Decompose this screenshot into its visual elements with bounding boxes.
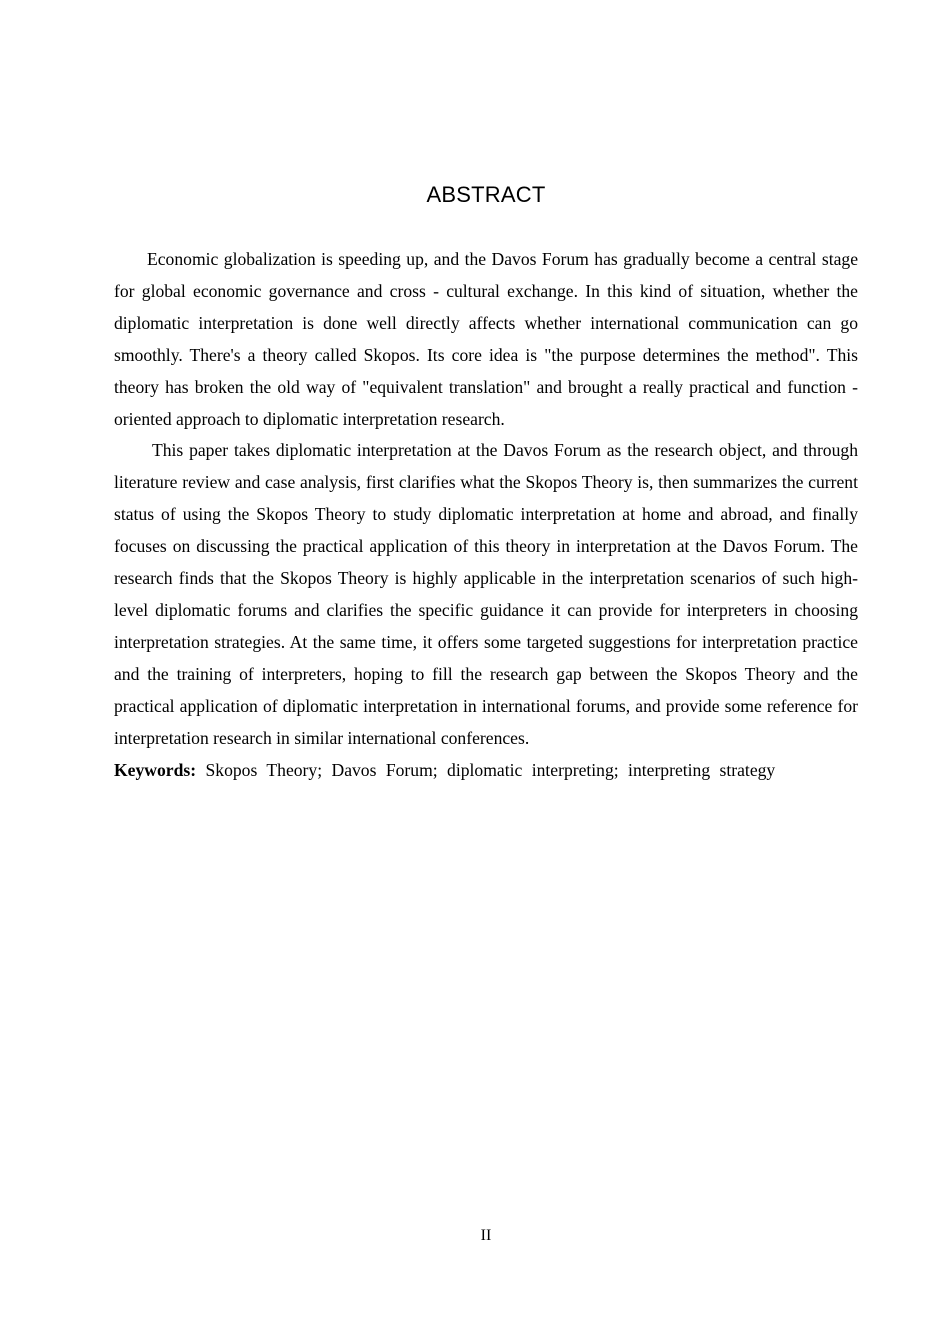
abstract-title: ABSTRACT (426, 182, 546, 207)
abstract-paragraph-1: Economic globalization is speeding up, and the Davos Forum has gradually become a central stage for global economic governance and cross - cultural exchange. In this kind of situation, whether the diplomatic interpretation is done well directly affects whether international communication can go smoothly. There's a theory called Skopos. Its core idea is "the purpose determines the method". This theory has broken the old way of "equivalent translation" and brought a really practical and function - oriented approach to diplomatic interpretation research. (114, 249, 858, 429)
keywords-label: Keywords: (114, 759, 197, 780)
page-number: II (480, 1227, 492, 1244)
keywords-line (114, 755, 858, 787)
abstract-body (114, 244, 858, 786)
abstract-paragraph-2: This paper takes diplomatic interpretation at the Davos Forum as the research object, and through literature review and case analysis, first clarifies what the Skopos Theory is, then summarizes the current status of using the Skopos Theory to study diplomatic interpretation at home and abroad, and finally focuses on discussing the practical application of this theory in interpretation at the Davos Forum. The research finds that the Skopos Theory is highly applicable in the interpretation scenarios of such high-level diplomatic forums and clarifies the specific guidance it can provide for interpreters in choosing interpretation strategies. At the same time, it offers some targeted suggestions for interpretation practice and the training of interpreters, hoping to fill the research gap between the Skopos Theory and the practical application of diplomatic interpretation in international forums, and provide some reference for interpretation research in similar international conferences. (114, 440, 858, 748)
keywords-text: Skopos Theory; Davos Forum; diplomatic interpreting; interpreting strategy (205, 759, 776, 780)
